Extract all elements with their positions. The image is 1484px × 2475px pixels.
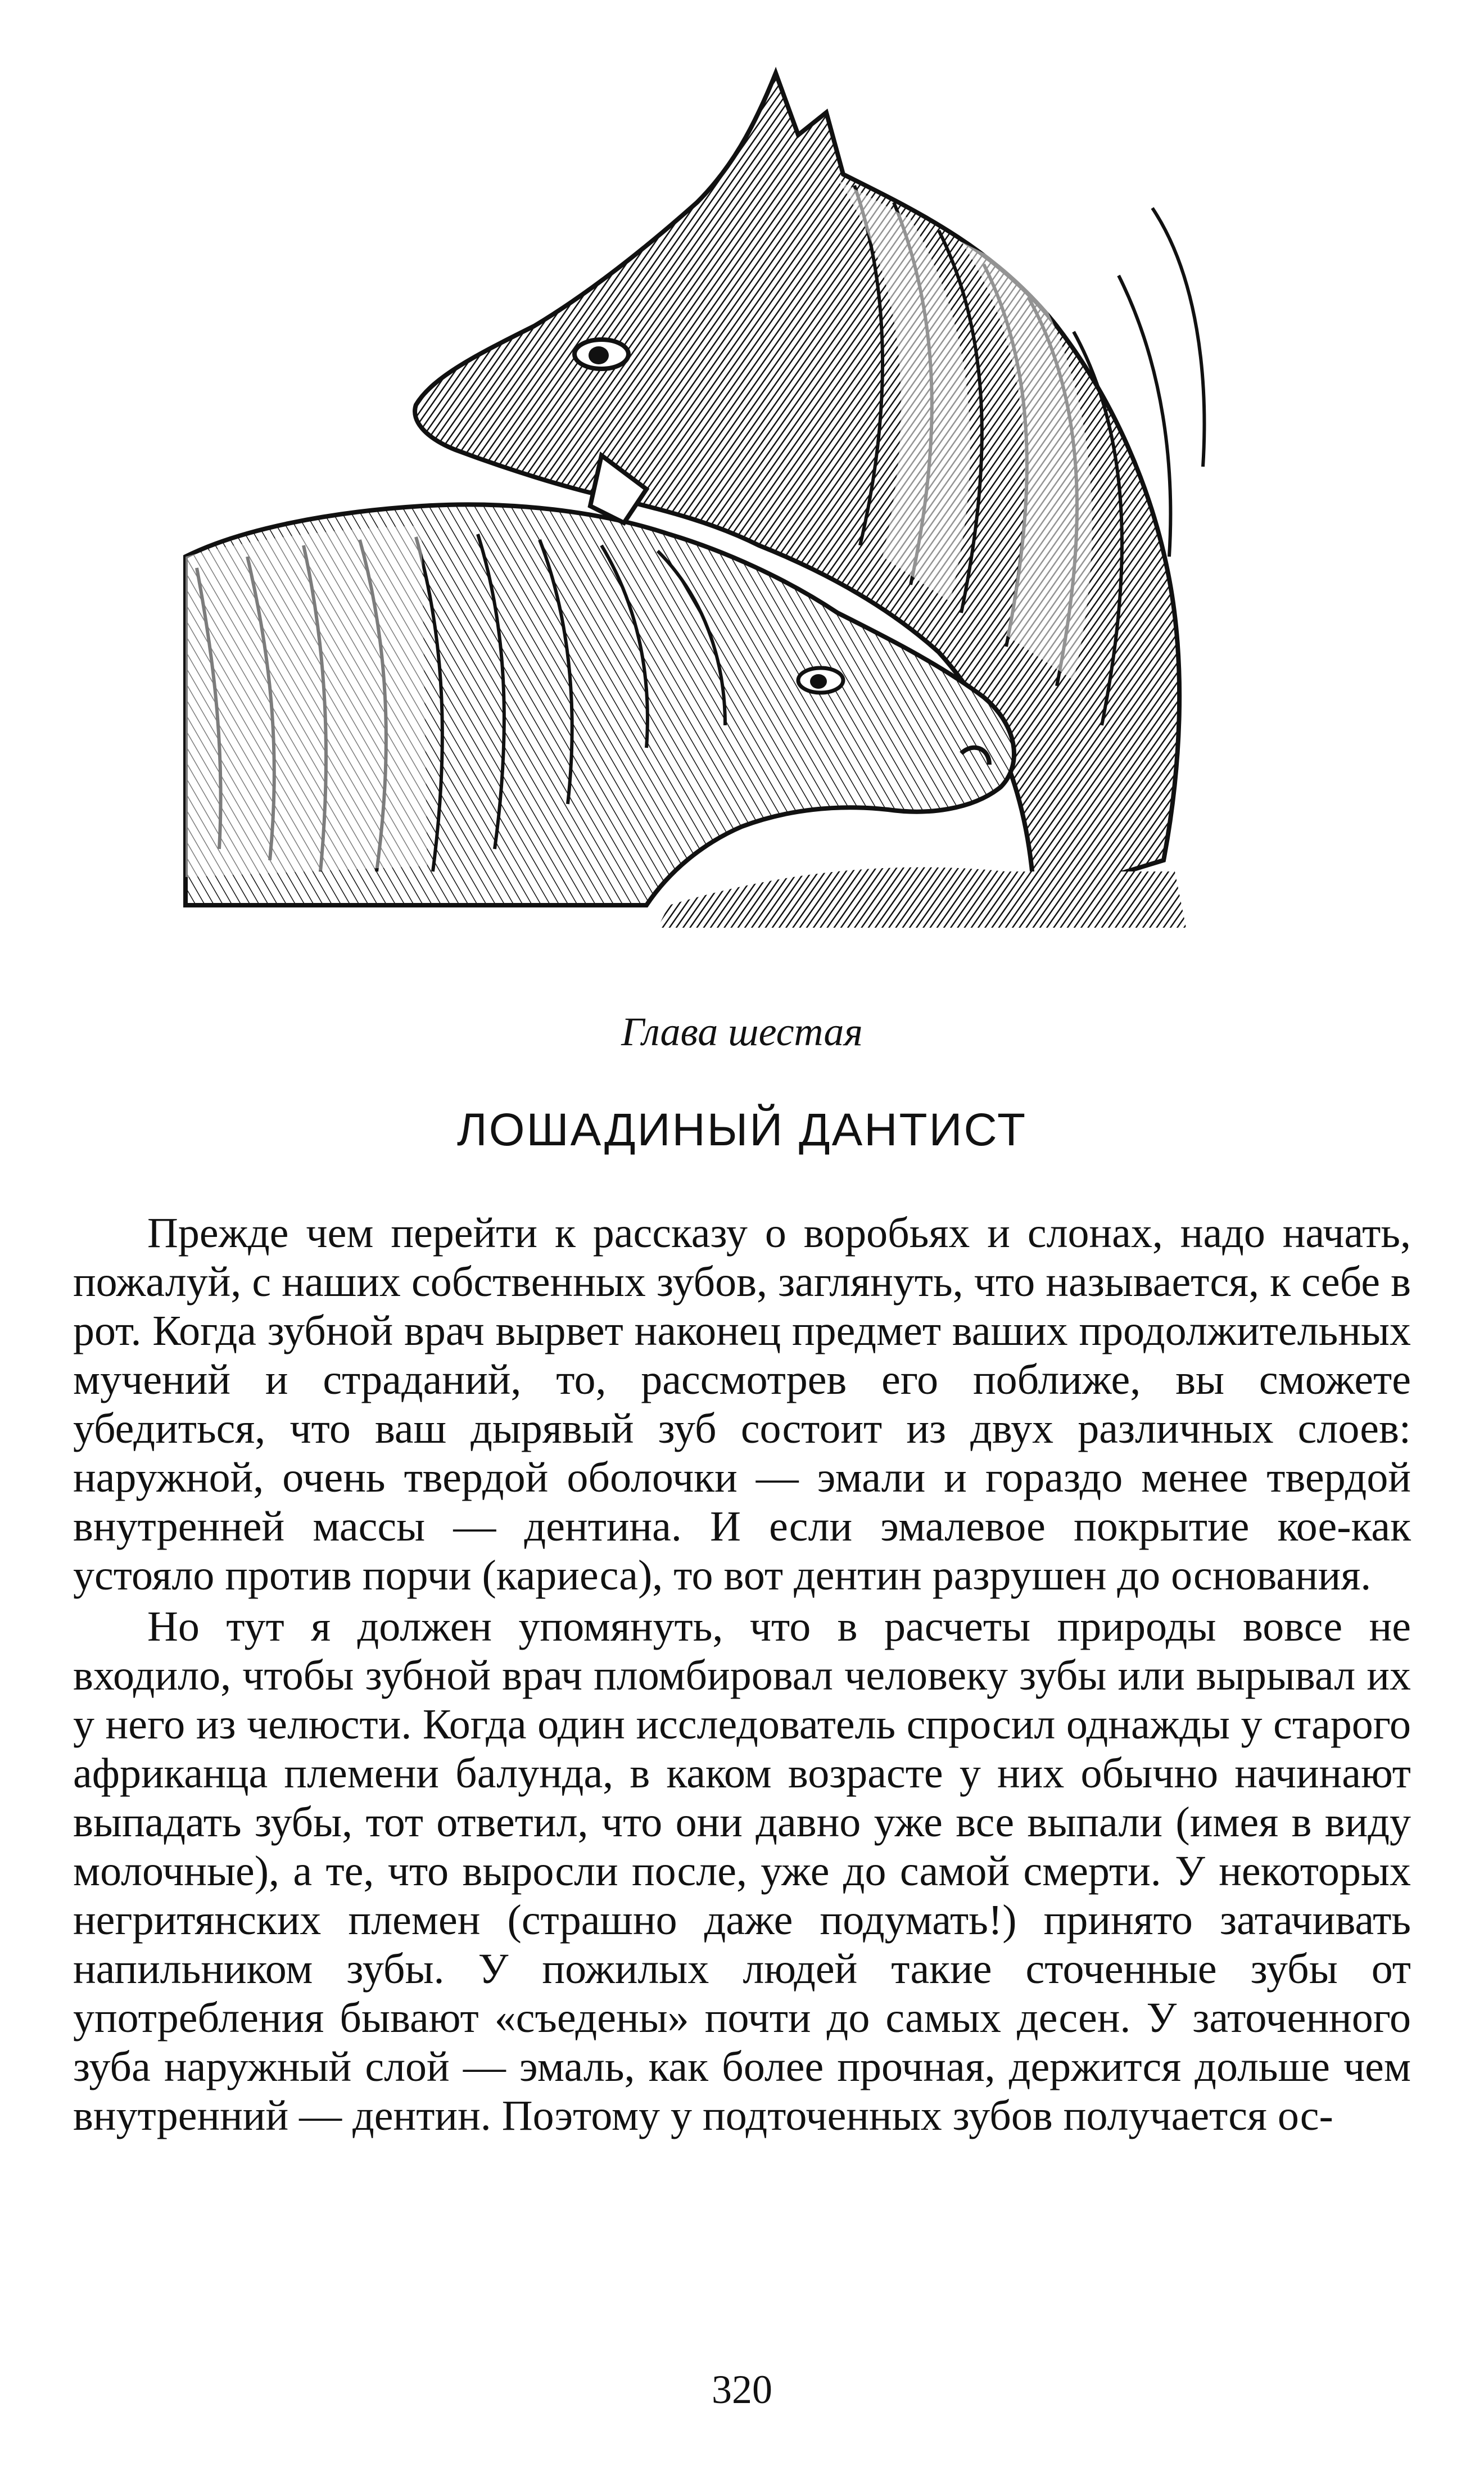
- body-text: [73, 1209, 1411, 2143]
- page-number: 320: [712, 2367, 772, 2412]
- chapter-label: Глава шестая: [621, 1009, 863, 1054]
- two-horses-illustration: [163, 62, 1321, 939]
- paragraph: Но тут я должен упомянуть, что в расчеты природы вовсе не входило, чтобы зубной врач пломбировал человеку зубы или вырывал их у него из челюсти. Когда один исследователь спросил однажды у старого африканца племени балунда, в каком возрасте у них обычно начинают выпадать зубы, тот ответил, что они давно уже все выпали (имея в виду молочные), а те, что выросли после, уже до самой смерти. У некоторых негритянских племен (страшно даже подумать!) принято затачивать напильником зубы. У пожилых людей такие сточенные зубы от употребления бывают «съедены» почти до самых десен. У заточенного зуба наружный слой — эмаль, как более прочная, держится дольше чем внутренний — дентин. Поэтому у подточенных зубов получается ос-: [73, 1603, 1411, 2139]
- paragraph: Прежде чем перейти к рассказу о воробьях и слонах, надо начать, пожалуй, с наших собственных зубов, заглянуть, что называется, к себе в рот. Когда зубной врач вырвет наконец предмет ваших продолжительных мучений и страданий, то, рассмотрев его поближе, вы сможете убедиться, что ваш дырявый зуб состоит из двух различных слоев: наружной, очень твердой оболочки — эмали и гораздо менее твердой внутренней массы — дентина. И если эмалевое покрытие кое-как устояло против порчи (кариеса), то вот дентин разрушен до основания.: [73, 1209, 1411, 1599]
- chapter-title: ЛОШАДИНЫЙ ДАНТИСТ: [456, 1104, 1028, 1155]
